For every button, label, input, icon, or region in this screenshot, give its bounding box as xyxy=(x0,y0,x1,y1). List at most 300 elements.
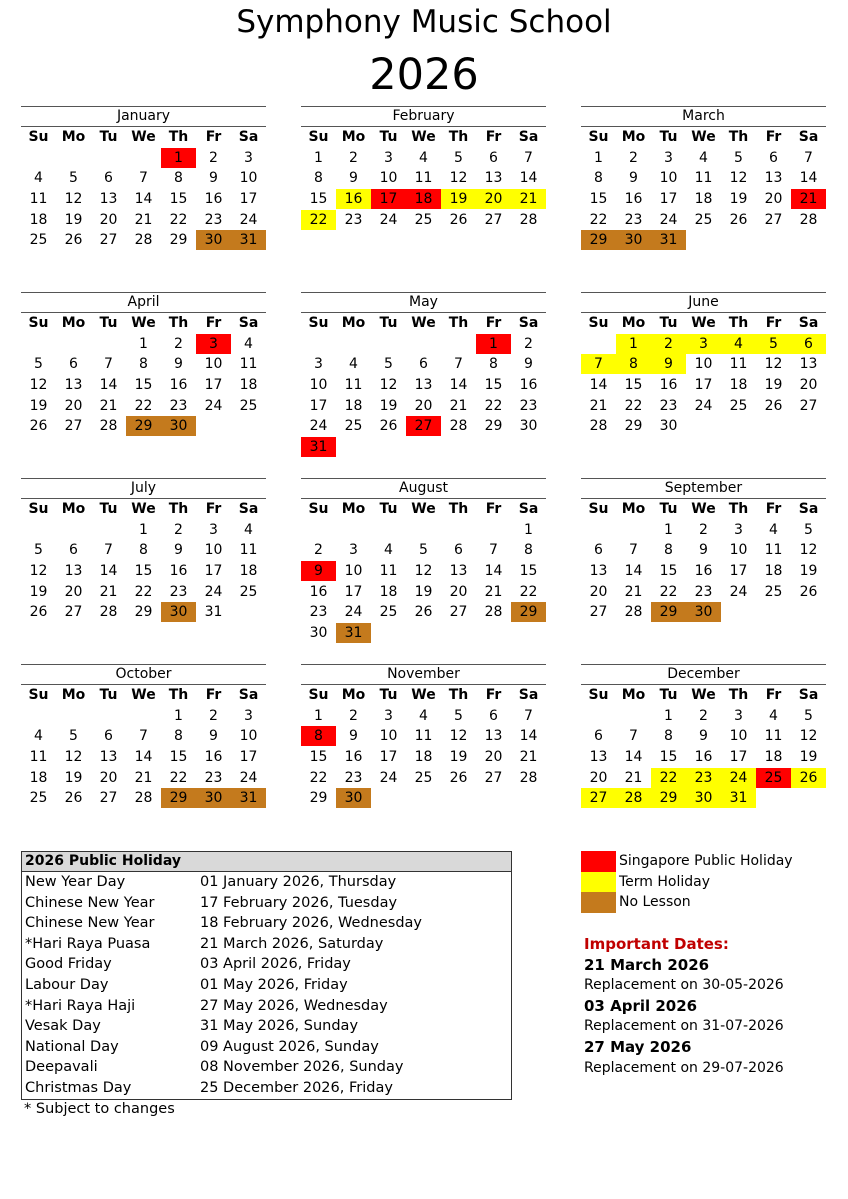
day-cell: 14 xyxy=(519,170,538,187)
weekday-header: Th xyxy=(448,315,469,331)
day-cell: 3 xyxy=(244,707,253,724)
day-cell: 29 xyxy=(624,418,643,435)
day-cell: 7 xyxy=(629,728,638,745)
weekday-header: Sa xyxy=(798,687,819,703)
day-cell: 3 xyxy=(244,149,253,166)
weekday-header: Mo xyxy=(341,129,366,145)
holiday-row xyxy=(22,1016,511,1037)
day-cell-nolesson: 31 xyxy=(231,230,266,250)
day-cell: 13 xyxy=(799,356,818,373)
day-cell: 24 xyxy=(204,583,223,600)
month-may xyxy=(301,292,546,458)
holiday-row xyxy=(22,913,511,934)
day-cell-nolesson: 31 xyxy=(231,788,266,808)
day-cell: 17 xyxy=(309,397,328,414)
day-cell: 18 xyxy=(694,191,713,208)
weekday-header: We xyxy=(691,687,716,703)
day-cell: 24 xyxy=(344,604,363,621)
day-cell: 18 xyxy=(764,563,783,580)
day-cell: 28 xyxy=(134,232,153,249)
day-cell-nolesson: 29 xyxy=(581,230,616,250)
day-cell-nolesson: 30 xyxy=(616,230,651,250)
day-cell: 29 xyxy=(309,790,328,807)
weekday-header: Tu xyxy=(379,129,398,145)
empty-cell xyxy=(56,520,91,540)
day-cell-term: 8 xyxy=(616,354,651,374)
empty-cell xyxy=(91,706,126,726)
month-grid xyxy=(301,499,546,644)
day-cell: 13 xyxy=(764,170,783,187)
day-cell: 26 xyxy=(64,790,83,807)
empty-cell xyxy=(336,334,371,354)
day-cell: 6 xyxy=(594,728,603,745)
day-cell: 17 xyxy=(729,749,748,766)
day-cell: 19 xyxy=(729,191,748,208)
weekday-header: Fr xyxy=(765,129,782,145)
month-october xyxy=(21,664,266,809)
day-cell: 28 xyxy=(484,604,503,621)
day-cell: 7 xyxy=(524,149,533,166)
day-cell: 6 xyxy=(419,356,428,373)
month-grid xyxy=(581,499,826,623)
day-cell-term: 31 xyxy=(721,788,756,808)
day-cell: 25 xyxy=(29,790,48,807)
day-cell-public: 31 xyxy=(301,437,336,457)
day-cell: 26 xyxy=(729,211,748,228)
month-name: August xyxy=(301,478,546,499)
day-cell: 27 xyxy=(799,397,818,414)
day-cell: 10 xyxy=(239,170,258,187)
day-cell: 23 xyxy=(169,583,188,600)
month-august xyxy=(301,478,546,644)
day-cell: 29 xyxy=(134,604,153,621)
day-cell: 5 xyxy=(384,356,393,373)
day-cell: 30 xyxy=(659,418,678,435)
day-cell-term: 4 xyxy=(721,334,756,354)
day-cell: 22 xyxy=(589,211,608,228)
day-cell: 15 xyxy=(589,191,608,208)
day-cell-nolesson: 30 xyxy=(161,602,196,622)
holiday-date: 01 May 2026, Friday xyxy=(200,976,348,993)
weekday-header: We xyxy=(411,129,436,145)
day-cell: 2 xyxy=(209,707,218,724)
day-cell: 20 xyxy=(484,749,503,766)
day-cell: 24 xyxy=(379,769,398,786)
day-cell: 2 xyxy=(209,149,218,166)
day-cell: 1 xyxy=(174,707,183,724)
holiday-name: Good Friday xyxy=(25,956,112,973)
day-cell: 23 xyxy=(204,211,223,228)
day-cell: 19 xyxy=(379,397,398,414)
day-cell: 25 xyxy=(239,583,258,600)
day-cell-nolesson: 30 xyxy=(196,230,231,250)
day-cell: 11 xyxy=(729,356,748,373)
weekday-header: Th xyxy=(448,501,469,517)
day-cell: 10 xyxy=(729,728,748,745)
day-cell: 3 xyxy=(349,542,358,559)
day-cell-term: 9 xyxy=(651,354,686,374)
day-cell: 2 xyxy=(349,149,358,166)
day-cell: 15 xyxy=(519,563,538,580)
day-cell-term: 3 xyxy=(686,334,721,354)
day-cell: 10 xyxy=(659,170,678,187)
day-cell: 22 xyxy=(134,397,153,414)
public-holiday-table xyxy=(21,851,512,1100)
day-cell: 7 xyxy=(489,542,498,559)
day-cell: 11 xyxy=(379,563,398,580)
day-cell-term: 27 xyxy=(581,788,616,808)
month-name: November xyxy=(301,664,546,685)
empty-cell xyxy=(21,334,56,354)
holiday-date: 21 March 2026, Saturday xyxy=(200,935,384,952)
weekday-header: Th xyxy=(728,315,749,331)
day-cell: 5 xyxy=(69,728,78,745)
day-cell-public: 21 xyxy=(791,189,826,209)
empty-cell xyxy=(56,706,91,726)
day-cell: 16 xyxy=(344,749,363,766)
day-cell: 23 xyxy=(204,769,223,786)
day-cell: 20 xyxy=(64,583,83,600)
day-cell: 28 xyxy=(99,604,118,621)
holiday-date: 27 May 2026, Wednesday xyxy=(200,997,388,1014)
day-cell: 6 xyxy=(594,542,603,559)
day-cell: 22 xyxy=(624,397,643,414)
weekday-header: Mo xyxy=(621,315,646,331)
holiday-date: 09 August 2026, Sunday xyxy=(200,1038,379,1055)
day-cell: 26 xyxy=(414,604,433,621)
day-cell: 29 xyxy=(169,232,188,249)
day-cell: 10 xyxy=(204,356,223,373)
day-cell: 2 xyxy=(524,335,533,352)
holiday-row xyxy=(22,975,511,996)
empty-cell xyxy=(21,520,56,540)
day-cell: 27 xyxy=(64,418,83,435)
day-cell: 7 xyxy=(139,728,148,745)
day-cell: 4 xyxy=(419,149,428,166)
empty-cell xyxy=(371,334,406,354)
weekday-header: Tu xyxy=(659,501,678,517)
day-cell: 12 xyxy=(379,377,398,394)
weekday-header: We xyxy=(691,315,716,331)
day-cell: 4 xyxy=(349,356,358,373)
day-cell: 5 xyxy=(34,356,43,373)
day-cell: 28 xyxy=(799,211,818,228)
day-cell-public: 9 xyxy=(301,561,336,581)
day-cell: 3 xyxy=(734,521,743,538)
school-title: Symphony Music School xyxy=(236,4,612,40)
weekday-header: Tu xyxy=(379,315,398,331)
day-cell: 6 xyxy=(454,542,463,559)
day-cell: 16 xyxy=(624,191,643,208)
holiday-date: 25 December 2026, Friday xyxy=(200,1079,393,1096)
day-cell: 15 xyxy=(309,191,328,208)
day-cell: 31 xyxy=(204,604,223,621)
legend-swatch xyxy=(581,872,616,893)
day-cell: 2 xyxy=(699,707,708,724)
day-cell: 2 xyxy=(174,521,183,538)
day-cell-public: 27 xyxy=(406,416,441,436)
day-cell: 10 xyxy=(204,542,223,559)
day-cell: 18 xyxy=(239,377,258,394)
day-cell: 15 xyxy=(624,377,643,394)
day-cell: 3 xyxy=(384,707,393,724)
day-cell-nolesson: 29 xyxy=(651,602,686,622)
day-cell: 1 xyxy=(314,707,323,724)
day-cell: 3 xyxy=(664,149,673,166)
holiday-date: 17 February 2026, Tuesday xyxy=(200,894,398,911)
day-cell: 24 xyxy=(729,583,748,600)
day-cell: 9 xyxy=(699,728,708,745)
weekday-header: Tu xyxy=(99,687,118,703)
weekday-header: Th xyxy=(168,501,189,517)
day-cell: 3 xyxy=(734,707,743,724)
weekday-header: Th xyxy=(168,315,189,331)
day-cell: 19 xyxy=(64,769,83,786)
day-cell-public: 1 xyxy=(476,334,511,354)
day-cell: 19 xyxy=(449,749,468,766)
replacement-text: Replacement on 31-07-2026 xyxy=(584,1018,784,1035)
day-cell: 27 xyxy=(64,604,83,621)
legend-label: Term Holiday xyxy=(619,873,711,890)
month-january xyxy=(21,106,266,251)
day-cell: 23 xyxy=(694,583,713,600)
month-grid xyxy=(581,685,826,809)
empty-cell xyxy=(441,520,476,540)
weekday-header: Su xyxy=(28,129,49,145)
day-cell: 21 xyxy=(624,583,643,600)
weekday-header: Mo xyxy=(341,687,366,703)
day-cell: 9 xyxy=(349,170,358,187)
day-cell: 26 xyxy=(799,583,818,600)
day-cell: 8 xyxy=(664,728,673,745)
day-cell: 3 xyxy=(209,521,218,538)
weekday-header: We xyxy=(131,315,156,331)
day-cell: 21 xyxy=(449,397,468,414)
day-cell: 10 xyxy=(694,356,713,373)
day-cell: 8 xyxy=(139,356,148,373)
day-cell-public: 3 xyxy=(196,334,231,354)
day-cell: 6 xyxy=(104,728,113,745)
day-cell: 16 xyxy=(694,563,713,580)
day-cell: 10 xyxy=(729,542,748,559)
day-cell: 22 xyxy=(659,583,678,600)
day-cell-nolesson: 29 xyxy=(511,602,546,622)
legend-item xyxy=(581,851,793,872)
day-cell: 11 xyxy=(694,170,713,187)
empty-cell xyxy=(406,520,441,540)
empty-cell xyxy=(406,334,441,354)
weekday-header: Th xyxy=(168,687,189,703)
weekday-header: We xyxy=(411,501,436,517)
day-cell: 1 xyxy=(139,521,148,538)
day-cell: 9 xyxy=(349,728,358,745)
day-cell: 8 xyxy=(524,542,533,559)
day-cell: 13 xyxy=(589,749,608,766)
month-name: May xyxy=(301,292,546,313)
weekday-header: Mo xyxy=(341,501,366,517)
day-cell: 14 xyxy=(624,749,643,766)
day-cell-term: 30 xyxy=(686,788,721,808)
day-cell: 28 xyxy=(99,418,118,435)
month-november xyxy=(301,664,546,809)
day-cell: 24 xyxy=(309,418,328,435)
weekday-header: Sa xyxy=(518,501,539,517)
empty-cell xyxy=(371,520,406,540)
day-cell: 14 xyxy=(624,563,643,580)
empty-cell xyxy=(91,520,126,540)
day-cell: 15 xyxy=(169,749,188,766)
weekday-header: Sa xyxy=(518,687,539,703)
day-cell: 16 xyxy=(169,563,188,580)
day-cell: 4 xyxy=(244,335,253,352)
day-cell: 13 xyxy=(64,563,83,580)
day-cell: 21 xyxy=(134,211,153,228)
day-cell: 4 xyxy=(699,149,708,166)
day-cell: 8 xyxy=(594,170,603,187)
day-cell: 11 xyxy=(239,542,258,559)
month-grid xyxy=(581,127,826,251)
day-cell: 25 xyxy=(414,769,433,786)
day-cell: 8 xyxy=(489,356,498,373)
day-cell: 13 xyxy=(589,563,608,580)
holiday-name: Vesak Day xyxy=(25,1018,101,1035)
weekday-header: Mo xyxy=(621,687,646,703)
day-cell-public: 17 xyxy=(371,189,406,209)
month-name: October xyxy=(21,664,266,685)
day-cell: 20 xyxy=(589,583,608,600)
day-cell: 28 xyxy=(134,790,153,807)
day-cell: 26 xyxy=(764,397,783,414)
holiday-name: Chinese New Year xyxy=(25,915,155,932)
holiday-name: *Hari Raya Puasa xyxy=(25,935,151,952)
day-cell: 13 xyxy=(449,563,468,580)
weekday-header: Mo xyxy=(61,315,86,331)
day-cell: 8 xyxy=(174,170,183,187)
day-cell: 11 xyxy=(344,377,363,394)
day-cell: 9 xyxy=(174,356,183,373)
weekday-header: Sa xyxy=(798,315,819,331)
day-cell: 1 xyxy=(664,521,673,538)
month-september xyxy=(581,478,826,623)
day-cell: 24 xyxy=(239,769,258,786)
day-cell: 19 xyxy=(29,583,48,600)
day-cell: 16 xyxy=(309,583,328,600)
weekday-header: Sa xyxy=(238,687,259,703)
holiday-row xyxy=(22,934,511,955)
empty-cell xyxy=(616,706,651,726)
day-cell: 10 xyxy=(239,728,258,745)
day-cell: 12 xyxy=(29,563,48,580)
weekday-header: Sa xyxy=(518,315,539,331)
day-cell: 6 xyxy=(489,707,498,724)
subject-to-change-note: * Subject to changes xyxy=(24,1101,175,1117)
day-cell: 27 xyxy=(589,604,608,621)
day-cell: 11 xyxy=(414,728,433,745)
important-date: 27 May 2026 xyxy=(584,1037,692,1056)
year-title: 2026 xyxy=(369,50,479,100)
month-march xyxy=(581,106,826,251)
day-cell: 22 xyxy=(519,583,538,600)
important-dates-heading: Important Dates: xyxy=(584,935,729,953)
day-cell: 25 xyxy=(379,604,398,621)
day-cell-nolesson: 31 xyxy=(336,623,371,643)
day-cell: 26 xyxy=(449,211,468,228)
day-cell: 21 xyxy=(134,769,153,786)
legend-label: Singapore Public Holiday xyxy=(619,853,793,870)
day-cell-term: 20 xyxy=(476,189,511,209)
day-cell: 18 xyxy=(729,377,748,394)
day-cell: 1 xyxy=(664,707,673,724)
day-cell: 9 xyxy=(209,728,218,745)
day-cell: 19 xyxy=(764,377,783,394)
empty-cell xyxy=(441,334,476,354)
holiday-name: Labour Day xyxy=(25,976,109,993)
day-cell: 13 xyxy=(484,170,503,187)
day-cell: 10 xyxy=(379,728,398,745)
replacement-text: Replacement on 29-07-2026 xyxy=(584,1059,784,1076)
empty-cell xyxy=(336,520,371,540)
day-cell: 8 xyxy=(139,542,148,559)
weekday-header: Tu xyxy=(379,687,398,703)
day-cell: 9 xyxy=(209,170,218,187)
day-cell: 17 xyxy=(379,749,398,766)
day-cell: 11 xyxy=(764,728,783,745)
day-cell: 3 xyxy=(384,149,393,166)
holiday-row xyxy=(22,1037,511,1058)
day-cell: 4 xyxy=(384,542,393,559)
day-cell: 18 xyxy=(414,749,433,766)
day-cell: 24 xyxy=(659,211,678,228)
empty-cell xyxy=(126,148,161,168)
day-cell: 14 xyxy=(799,170,818,187)
month-grid xyxy=(301,127,546,230)
day-cell: 11 xyxy=(239,356,258,373)
day-cell: 22 xyxy=(484,397,503,414)
weekday-header: Tu xyxy=(659,129,678,145)
holiday-name: *Hari Raya Haji xyxy=(25,997,136,1014)
day-cell: 19 xyxy=(799,749,818,766)
day-cell: 13 xyxy=(414,377,433,394)
month-grid xyxy=(21,499,266,623)
day-cell: 23 xyxy=(309,604,328,621)
weekday-header: Su xyxy=(28,315,49,331)
day-cell: 15 xyxy=(134,377,153,394)
day-cell: 20 xyxy=(449,583,468,600)
legend-item xyxy=(581,892,793,913)
day-cell: 20 xyxy=(99,769,118,786)
day-cell: 30 xyxy=(519,418,538,435)
day-cell: 30 xyxy=(309,625,328,642)
day-cell: 11 xyxy=(29,191,48,208)
day-cell-term: 5 xyxy=(756,334,791,354)
weekday-header: Fr xyxy=(485,687,502,703)
day-cell: 13 xyxy=(99,191,118,208)
empty-cell xyxy=(56,148,91,168)
weekday-header: We xyxy=(411,315,436,331)
holiday-name: New Year Day xyxy=(25,874,126,890)
day-cell: 15 xyxy=(309,749,328,766)
day-cell: 12 xyxy=(799,542,818,559)
day-cell: 25 xyxy=(239,397,258,414)
day-cell: 7 xyxy=(454,356,463,373)
day-cell: 2 xyxy=(629,149,638,166)
day-cell: 6 xyxy=(489,149,498,166)
day-cell: 8 xyxy=(664,542,673,559)
day-cell: 25 xyxy=(344,418,363,435)
day-cell-term: 22 xyxy=(301,210,336,230)
day-cell: 24 xyxy=(694,397,713,414)
day-cell: 17 xyxy=(729,563,748,580)
